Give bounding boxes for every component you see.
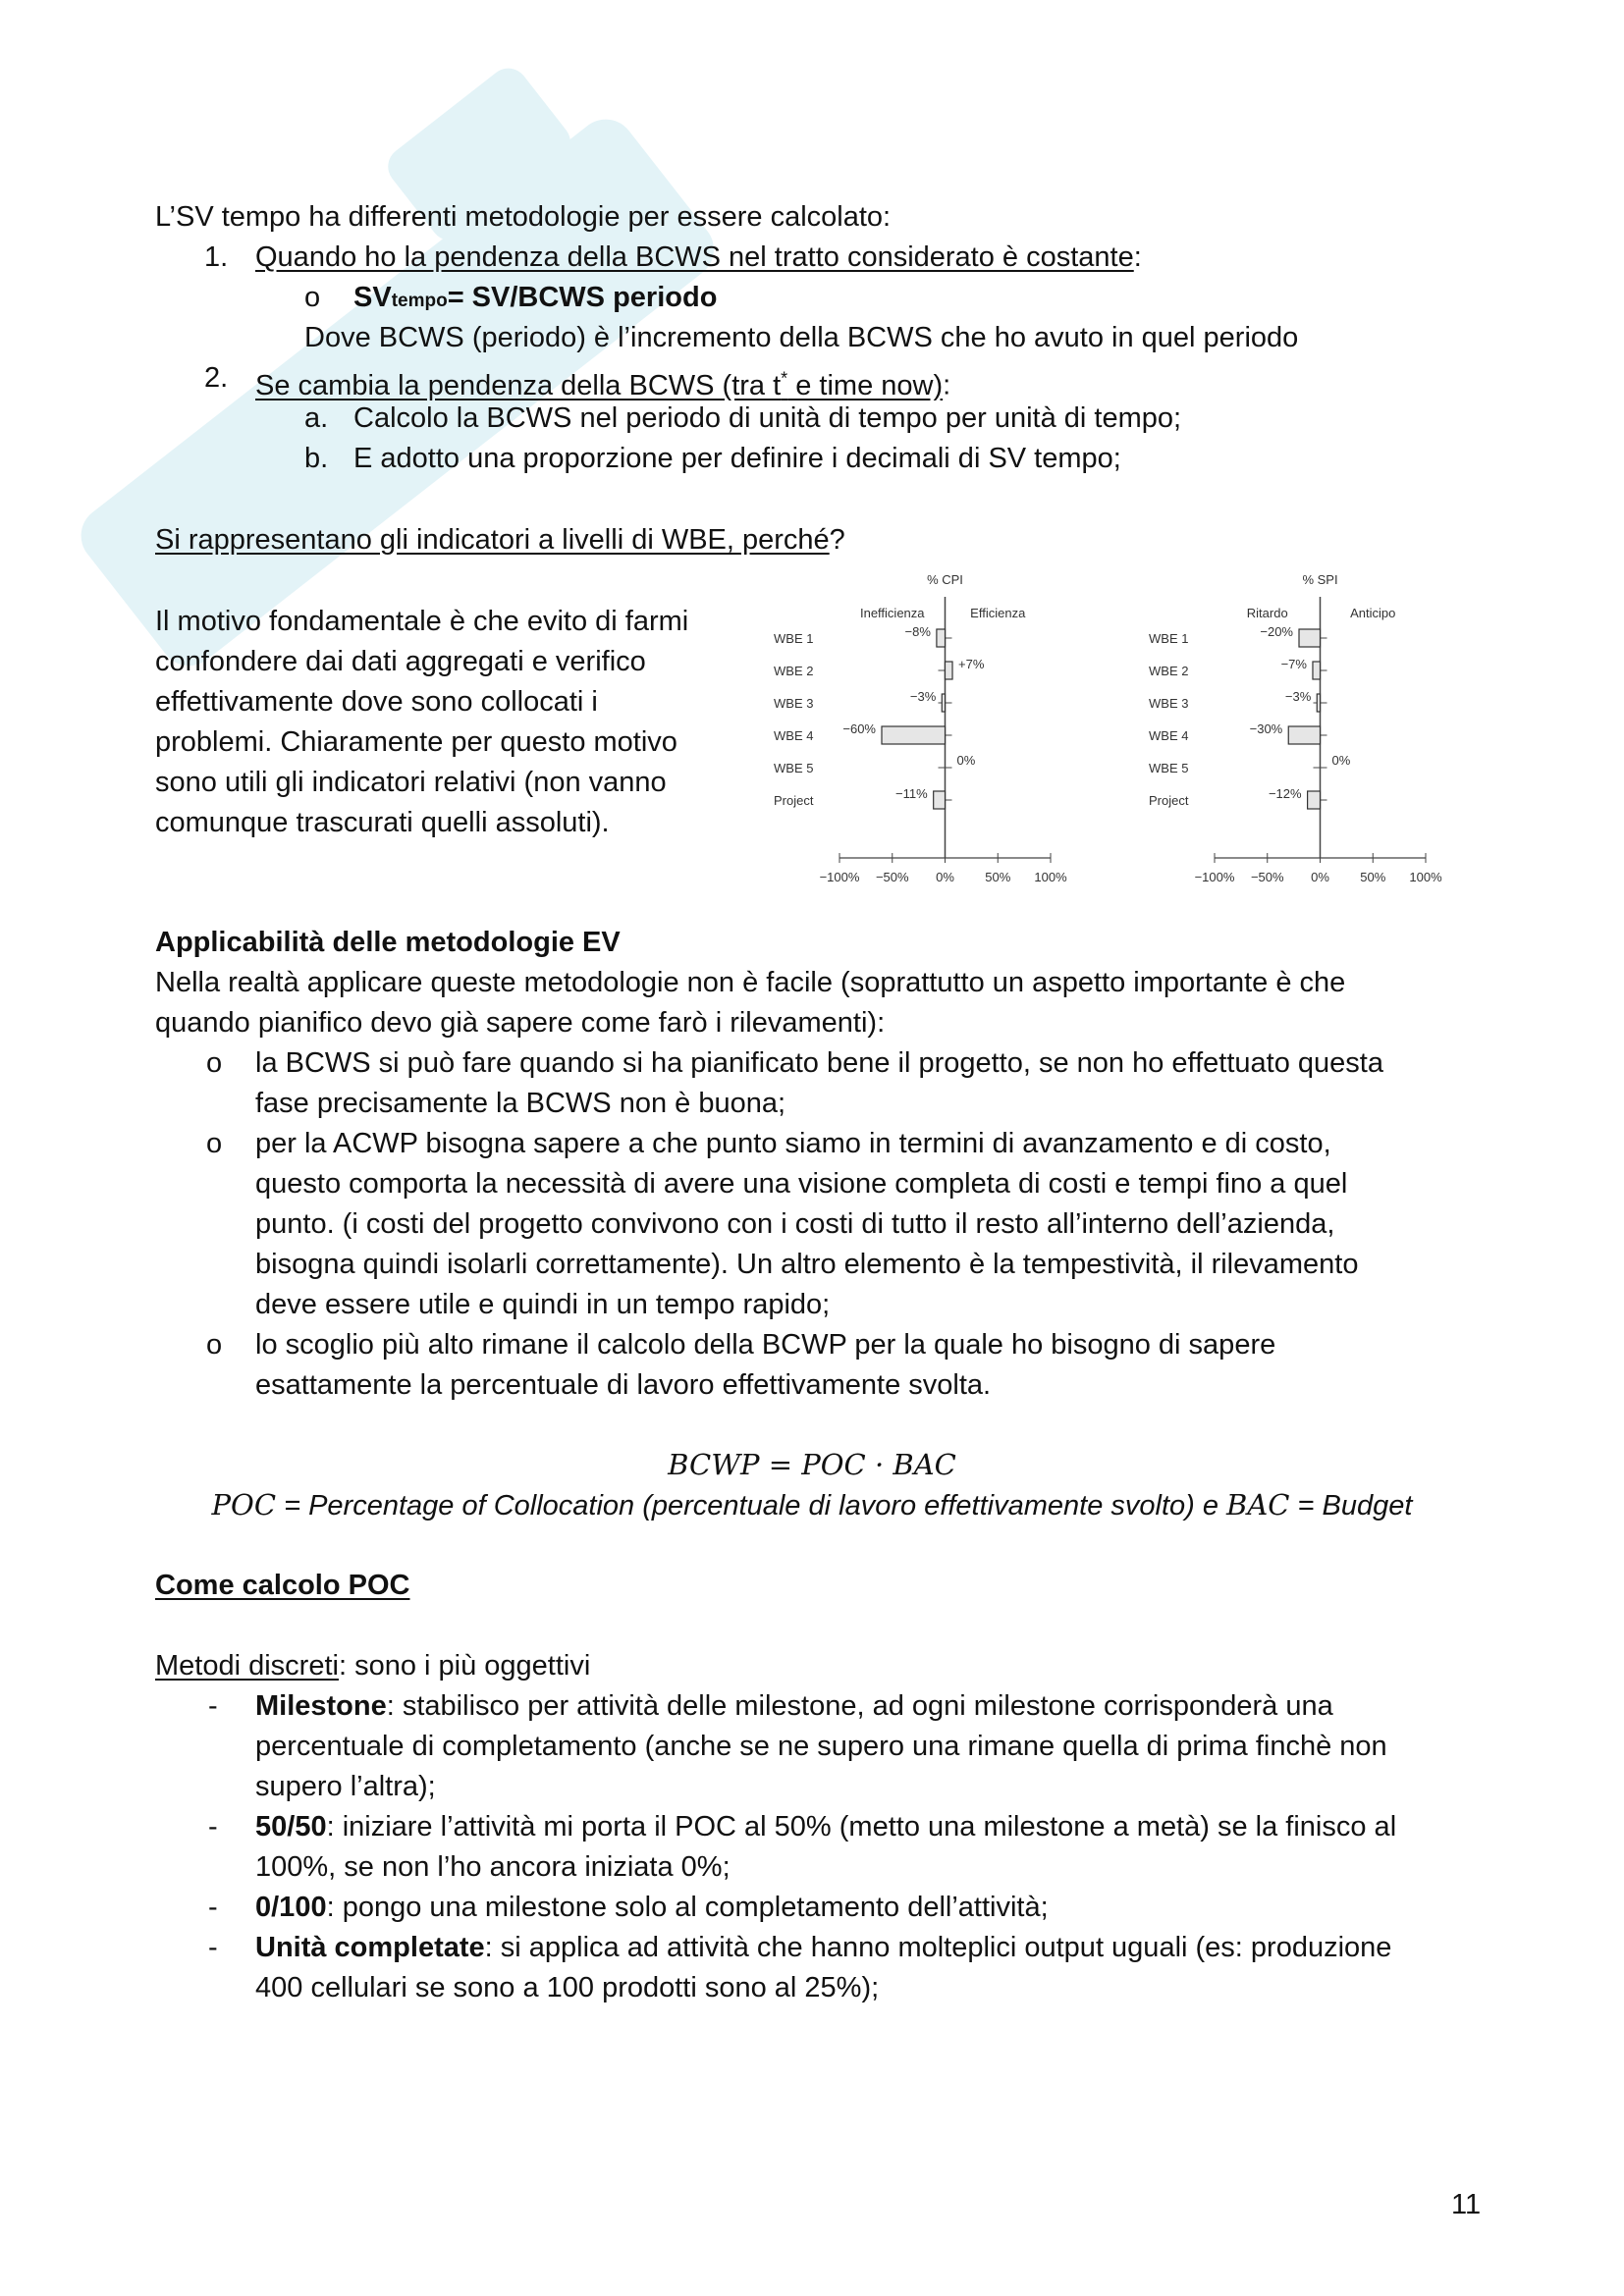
- poc-term: Milestone: [255, 1690, 387, 1722]
- sv-subscript: tempo: [391, 291, 448, 311]
- ev-bullet-line: la BCWS si può fare quando si ha pianificato bene il progetto, se non ho effettuato questa: [255, 1047, 1383, 1079]
- spi-bar-label: −12%: [1268, 786, 1302, 801]
- discrete-rest: : sono i più oggettivi: [338, 1650, 591, 1682]
- spi-category-label: WBE 4: [1149, 728, 1189, 743]
- answer-line: sono utili gli indicatori relativi (non vanno: [155, 767, 667, 798]
- ev-intro-line: quando pianifico devo già sapere come farò i rilevamenti):: [155, 1007, 886, 1039]
- spi-x-tick-label: 0%: [1311, 870, 1329, 884]
- sub-marker: a.: [304, 402, 329, 434]
- spi-category-label: Project: [1149, 793, 1189, 808]
- spi-bar-label: 0%: [1331, 753, 1351, 768]
- ev-bullet-line: punto. (i costi del progetto convivono con i costi di tutto il resto all’interno dell’azienda,: [255, 1208, 1335, 1240]
- spi-bar-label: −7%: [1280, 657, 1307, 671]
- cpi-bar-label: −60%: [842, 721, 876, 736]
- answer-line: comunque trascurati quelli assoluti).: [155, 807, 610, 838]
- cpi-bar-label: −11%: [895, 786, 928, 801]
- spi-bar-label: −20%: [1260, 624, 1293, 639]
- ev-heading: Applicabilità delle metodologie EV: [155, 927, 621, 958]
- cpi-x-tick-label: 50%: [985, 870, 1011, 884]
- cpi-bar-label: −3%: [909, 689, 937, 704]
- poc-symbol: POC: [211, 1488, 277, 1522]
- item-2-sup: *: [781, 368, 788, 388]
- cpi-x-tick-label: 0%: [936, 870, 954, 884]
- answer-line: confondere dai dati aggregati e verifico: [155, 646, 646, 677]
- poc-term: 0/100: [255, 1892, 327, 1923]
- cpi-category-label: Project: [774, 793, 814, 808]
- poc-item: [255, 1686, 1333, 1727]
- cpi-bar-label: −8%: [904, 624, 931, 639]
- poc-item-line: : iniziare l’attività mi porta il POC al 50% (metto una milestone a metà) se la finisco al: [326, 1811, 1397, 1842]
- spi-x-tick-label: 50%: [1360, 870, 1386, 884]
- spi-right-label: Anticipo: [1350, 606, 1396, 620]
- bac-symbol: BAC: [1226, 1488, 1290, 1522]
- sub-item: Calcolo la BCWS nel periodo di unità di tempo per unità di tempo;: [353, 402, 1182, 434]
- poc-item-line: percentuale di completamento (anche se ne supero una rimane quella di prima finchè non: [255, 1731, 1387, 1762]
- eq-note-end: = Budget: [1289, 1490, 1413, 1522]
- poc-item-line: 400 cellulari se sono a 100 prodotti sono al 25%);: [255, 1972, 880, 2003]
- answer-line: Il motivo fondamentale è che evito di farmi: [155, 606, 689, 637]
- dash-marker: -: [208, 1690, 218, 1722]
- sv-formula-rest: = SV/BCWS periodo: [447, 282, 718, 313]
- spi-x-tick-label: −100%: [1194, 870, 1235, 884]
- spi-bar: [1288, 726, 1320, 744]
- item-2-text-b: e time now): [787, 369, 944, 401]
- ev-bullet-line: deve essere utile e quindi in un tempo rapido;: [255, 1289, 831, 1320]
- bullet-marker: o: [206, 1128, 223, 1159]
- dash-marker: -: [208, 1811, 218, 1842]
- cpi-category-label: WBE 1: [774, 631, 814, 646]
- item-1-text: Quando ho la pendenza della BCWS nel tratto considerato è costante: [255, 241, 1134, 273]
- cpi-bar: [882, 726, 946, 744]
- cpi-x-tick-label: 100%: [1034, 870, 1067, 884]
- spi-x-tick-label: −50%: [1250, 870, 1284, 884]
- poc-item-line: : pongo una milestone solo al completamento dell’attività;: [326, 1892, 1049, 1923]
- spi-category-label: WBE 5: [1149, 761, 1189, 775]
- cpi-category-label: WBE 5: [774, 761, 814, 775]
- discrete-methods: [155, 1646, 590, 1686]
- bullet-marker: o: [304, 282, 321, 313]
- item-2-suffix: :: [943, 369, 951, 401]
- poc-heading: Come calcolo POC: [155, 1570, 410, 1601]
- answer-line: effettivamente dove sono collocati i: [155, 686, 598, 718]
- equation-note: [0, 1485, 1624, 1526]
- list-item-1: [255, 238, 1142, 278]
- spi-left-label: Ritardo: [1246, 606, 1288, 620]
- cpi-left-label: Inefficienza: [859, 606, 925, 620]
- cpi-chart-title: % CPI: [927, 572, 963, 587]
- cpi-category-label: WBE 4: [774, 728, 814, 743]
- spi-category-label: WBE 2: [1149, 664, 1189, 678]
- wbe-question: [155, 520, 845, 561]
- ev-bullet-line: questo comporta la necessità di avere una visione completa di costi e tempi fino a quel: [255, 1168, 1348, 1200]
- item-2-text-a: Se cambia la pendenza della BCWS (tra t: [255, 369, 782, 401]
- poc-item: [255, 1888, 1049, 1928]
- formula-note: Dove BCWS (periodo) è l’incremento della BCWS che ho avuto in quel periodo: [304, 322, 1299, 353]
- spi-category-label: WBE 1: [1149, 631, 1189, 646]
- ev-intro-line: Nella realtà applicare queste metodologie non è facile (soprattutto un aspetto importante è che: [155, 967, 1346, 998]
- cpi-bar: [934, 791, 946, 809]
- ev-bullet-line: lo scoglio più alto rimane il calcolo della BCWP per la quale ho bisogno di sapere: [255, 1329, 1276, 1361]
- cpi-x-tick-label: −50%: [875, 870, 909, 884]
- cpi-category-label: WBE 2: [774, 664, 814, 678]
- sub-marker: b.: [304, 443, 329, 474]
- cpi-bar-label: 0%: [956, 753, 976, 768]
- cpi-bar: [942, 694, 945, 712]
- spi-bar: [1308, 791, 1321, 809]
- dash-marker: -: [208, 1932, 218, 1963]
- cpi-bar: [946, 662, 953, 679]
- spi-category-label: WBE 3: [1149, 696, 1189, 711]
- cpi-chart: [756, 567, 1090, 884]
- spi-chart-title: % SPI: [1302, 572, 1338, 587]
- sv-intro: L’SV tempo ha differenti metodologie per essere calcolato:: [155, 201, 892, 233]
- discrete-label: Metodi discreti: [155, 1650, 339, 1682]
- bullet-marker: o: [206, 1329, 223, 1361]
- spi-bar: [1313, 662, 1321, 679]
- poc-term: 50/50: [255, 1811, 327, 1842]
- cpi-x-tick-label: −100%: [819, 870, 860, 884]
- cpi-category-label: WBE 3: [774, 696, 814, 711]
- ev-bullet-line: esattamente la percentuale di lavoro effettivamente svolta.: [255, 1369, 992, 1401]
- answer-line: problemi. Chiaramente per questo motivo: [155, 726, 677, 758]
- poc-term: Unità completate: [255, 1932, 485, 1963]
- ev-bullet-line: fase precisamente la BCWS non è buona;: [255, 1088, 786, 1119]
- cpi-right-label: Efficienza: [970, 606, 1026, 620]
- spi-bar: [1317, 694, 1320, 712]
- spi-bar-label: −3%: [1284, 689, 1312, 704]
- sv-tempo-formula: [353, 278, 717, 321]
- sub-item: E adotto una proporzione per definire i decimali di SV tempo;: [353, 443, 1121, 474]
- poc-item-line: 100%, se non l’ho ancora iniziata 0%;: [255, 1851, 731, 1883]
- item-1-suffix: :: [1133, 241, 1142, 273]
- spi-bar: [1299, 629, 1321, 647]
- cpi-bar: [937, 629, 946, 647]
- poc-item: [255, 1807, 1396, 1847]
- bullet-marker: o: [206, 1047, 223, 1079]
- cpi-bar-label: +7%: [958, 657, 985, 671]
- question-text: Si rappresentano gli indicatori a livelli di WBE, perché: [155, 524, 830, 556]
- bcwp-equation: BCWP = POC · BAC: [668, 1448, 956, 1481]
- dash-marker: -: [208, 1892, 218, 1923]
- list-marker: 2.: [204, 362, 229, 394]
- spi-chart: [1131, 567, 1465, 884]
- poc-item-line: supero l’altra);: [255, 1771, 436, 1802]
- page-number: 11: [1451, 2189, 1482, 2220]
- poc-item-line: : si applica ad attività che hanno molteplici output uguali (es: produzione: [484, 1932, 1392, 1963]
- list-marker: 1.: [204, 241, 229, 273]
- spi-x-tick-label: 100%: [1409, 870, 1442, 884]
- ev-bullet-line: per la ACWP bisogna sapere a che punto siamo in termini di avanzamento e di costo,: [255, 1128, 1331, 1159]
- poc-item-line: : stabilisco per attività delle milestone, ad ogni milestone corrisponderà una: [386, 1690, 1333, 1722]
- sv-label: SV: [353, 282, 392, 313]
- poc-item: [255, 1928, 1391, 1968]
- ev-bullet-line: bisogna quindi isolarli correttamente). Un altro elemento è la tempestività, il rilevamento: [255, 1249, 1359, 1280]
- eq-note-mid: = Percentage of Collocation (percentuale di lavoro effettivamente svolto) e: [276, 1490, 1227, 1522]
- spi-bar-label: −30%: [1249, 721, 1283, 736]
- question-suffix: ?: [829, 524, 845, 556]
